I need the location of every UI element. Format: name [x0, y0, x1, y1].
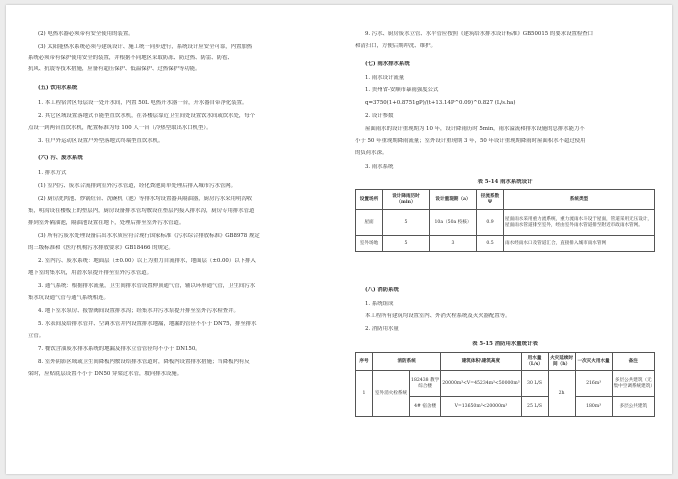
table-cell: 20000m³<V=45234m³<50000m³ [441, 371, 521, 397]
table-cell: 0.5 [477, 236, 504, 252]
table-cell: 屋面 [356, 210, 383, 236]
text-line: 2. 其它区域设置落地式节能型直饮水机，在各楼层靠近卫生间处设置饮水间或饮水处，每个 [38, 113, 256, 119]
table-cell: 0.9 [477, 210, 504, 236]
table-cell: 多层公共建筑 [612, 397, 654, 417]
text-line: 2. 设计参数 [365, 113, 394, 119]
text-line: 9. 污水、厨房废水立管、水平管应按照《建筑给水排水设计标准》GB50015 的要求设置检查口 [365, 31, 594, 37]
table-cell: 屋面雨水采用重力流系统，重力流雨水斗设于屋面，管道采用无压设计，屋面雨水管道排至室外，经由室外雨水管道排至附近市政雨水管网。 [504, 210, 655, 236]
table-cell: 30 L/S [521, 371, 548, 397]
text-line: 2. 消防用水量 [365, 326, 399, 332]
text-line: 1. 雨水设计流量 [365, 75, 405, 81]
table-cell: 216m³ [575, 371, 612, 397]
table-caption: 表 5-14 雨水系统设计 [477, 179, 533, 185]
text-line: 1. 排水方式 [38, 170, 67, 176]
table-cell: 182438 教学综合楼 [410, 371, 441, 397]
text-line: 3. 在户外运动区设置户外型落地式终端型直饮水机。 [38, 138, 164, 144]
text-line: (2) 电热水器必须带有安全使用的装置。 [38, 31, 134, 37]
text-line: 和清扫口，方便后期冲洗、维护。 [355, 43, 436, 49]
table-cell: 室外场地 [356, 236, 383, 252]
text-line: 的三级标准和《医疗机构污水排放要求》GB18466 的规定。 [28, 245, 174, 251]
table-cell: 1 [356, 371, 373, 417]
table-cell: V=13650m³<20000m³ [441, 397, 521, 417]
text-line: 立管。 [28, 333, 45, 339]
document-page [6, 5, 672, 474]
table-cell: 雨水经雨水口及管道汇合，直接排入城市雨水管网 [504, 236, 655, 252]
text-line: 本工程所有建筑均设置室内、外消火栓系统及灭火器配置等。 [365, 313, 511, 319]
table-header: 系统类型 [504, 190, 655, 210]
table-row [356, 371, 655, 397]
text-line: 地下室的集水坑，用潜水泵提升排至室外污水管道。 [28, 270, 152, 276]
text-line: (1) 室内污、废水合流排到室外污水管道，经化粪池简单处理后排入城市污水管网。 [38, 183, 237, 189]
text-line: 3. 通气系统：根据排水流量，卫生间排水管设置伸顶通气管，辅以环形通气管，卫生间污水 [38, 283, 256, 289]
text-line: (3) 太阳能热水系统必须与建筑设计、施工统一同步进行，系统设计应安全可靠，内置加热 [38, 44, 253, 50]
text-line: 4. 地下室水泵房、报警阀间设置排水沟；经集水井污水泵提升排至室外污水检查井。 [38, 308, 239, 314]
table-cell: 5 [383, 236, 430, 252]
text-line: 8. 室外阴影区域或卫生间降板内敷设给排水管道时，降板内设置排水措施；当降板内有反 [38, 359, 250, 365]
table-cell: 4# 宿舍楼 [410, 397, 441, 417]
table-header: 设计重现期（a） [430, 190, 477, 210]
text-line: 1. 贵州省-安顺市暴雨强度公式 [365, 87, 439, 93]
section-heading: (八) 消防系统 [365, 287, 399, 293]
table-row [356, 236, 655, 252]
text-line: 小于 50 年重现期降雨流量；室外设计重现期 3 年，50 年设计重现期降雨时屋面积水不超过使用 [355, 138, 586, 144]
table-cell: 室外消火栓系统 [373, 371, 410, 417]
table-cell: 10a（50a 校核） [430, 210, 477, 236]
text-line: 抗风、抗震等技术措施，应备有超压保护、低温保护、过热保护等功能。 [28, 66, 201, 72]
table-cell: 25 L/S [521, 397, 548, 417]
text-line: 系统必须带有保护使用安全的装置，并根据不同地区采取防冻、防过热、防雷、防雹、 [28, 55, 233, 61]
text-line: 集水坑设通气管与通气系统相连。 [28, 295, 109, 301]
text-line: 1. 系统组成 [365, 301, 394, 307]
text-line: (3) 所有污废水处理设备后出水水质应符合现行国家标准《污水综合排放标准》GB8978 规定 [38, 233, 260, 239]
text-line: 3. 雨水系统 [365, 164, 394, 170]
text-line: 点设一到两台直饮水机，配置标准为每 100 人一台（冷热型取出水口机型）。 [28, 125, 212, 131]
table-cell: 多层公共建筑（无集中空调系统建筑） [612, 371, 654, 397]
table-cell: 3 [430, 236, 477, 252]
table-header: 序号 [356, 353, 373, 371]
table-header: 一次灭火用水量 [575, 353, 612, 371]
text-line: 5. 水表间及给排水管井、空调水管井内设置排水地漏，地漏的管径不小于 DN75，排至排水 [38, 321, 257, 327]
table-header: 径流系数 Ψ [477, 190, 504, 210]
formula: q=3750(1+0.8751gP)/(t+13.14P^0.09)^0.827 (L/s.ha) [365, 100, 516, 106]
text-line: 的负荷水深。 [355, 150, 388, 156]
text-line: 屋面雨水的设计重现期为 10 年，设计降雨历时 5min，雨水溢流和排水设施的总排水能力不 [365, 126, 585, 132]
section-heading: (六) 污、废水系统 [38, 155, 83, 161]
table-caption: 表 5-15 消防用水量统计表 [472, 341, 538, 347]
section-heading: (五) 饮用水系统 [38, 85, 78, 91]
fire-water-table [355, 352, 655, 417]
text-line: 排到室外隔油池，隔油池设置在地下，处理后排至室外污水管道。 [28, 220, 185, 226]
text-line: (2) 厨房洗肉池、炒锅灶台、洗碗机（池）等排水均设置器具隔油器，厨房污水采用明沟收 [38, 196, 253, 202]
table-header: 设计降雨历时（min） [383, 190, 430, 210]
text-line: 集，明沟设在楼板上的垫层内，厨房设备排水管均敷设在垫层内接入排水沟，厨房专用排水管道 [28, 208, 255, 214]
table-cell: 180m³ [575, 397, 612, 417]
table-header: 建筑体积\建筑高度 [441, 353, 521, 371]
text-line: 梁时，应贴底层设置不小于 DN50 穿梁过水管，坡向排水设施。 [28, 371, 183, 377]
table-header: 火灾延续时间（h） [548, 353, 575, 371]
table-header: 用水量（L/s） [521, 353, 548, 371]
table-header: 设置场所 [356, 190, 383, 210]
table-cell: 5 [383, 210, 430, 236]
table-row [356, 210, 655, 236]
text-line: 2. 室内污、废水系统：地面层（±0.00）以上为重力自流排水，地面层（±0.00）以下排入 [38, 258, 256, 264]
section-heading: (七) 雨水排水系统 [365, 61, 410, 67]
text-line: 1. 本工程宿舍区每层设一处开水间，内置 50L 电热开水器一台，开水器自带净化装置。 [38, 100, 248, 106]
table-cell: 2h [548, 371, 575, 417]
rain-system-table [355, 189, 655, 252]
text-line: 7. 餐饮含油废水排水系统的地漏及排水立管管径均不小于 DN150。 [38, 346, 201, 352]
table-header: 备注 [612, 353, 654, 371]
table-header: 消防系统 [373, 353, 441, 371]
